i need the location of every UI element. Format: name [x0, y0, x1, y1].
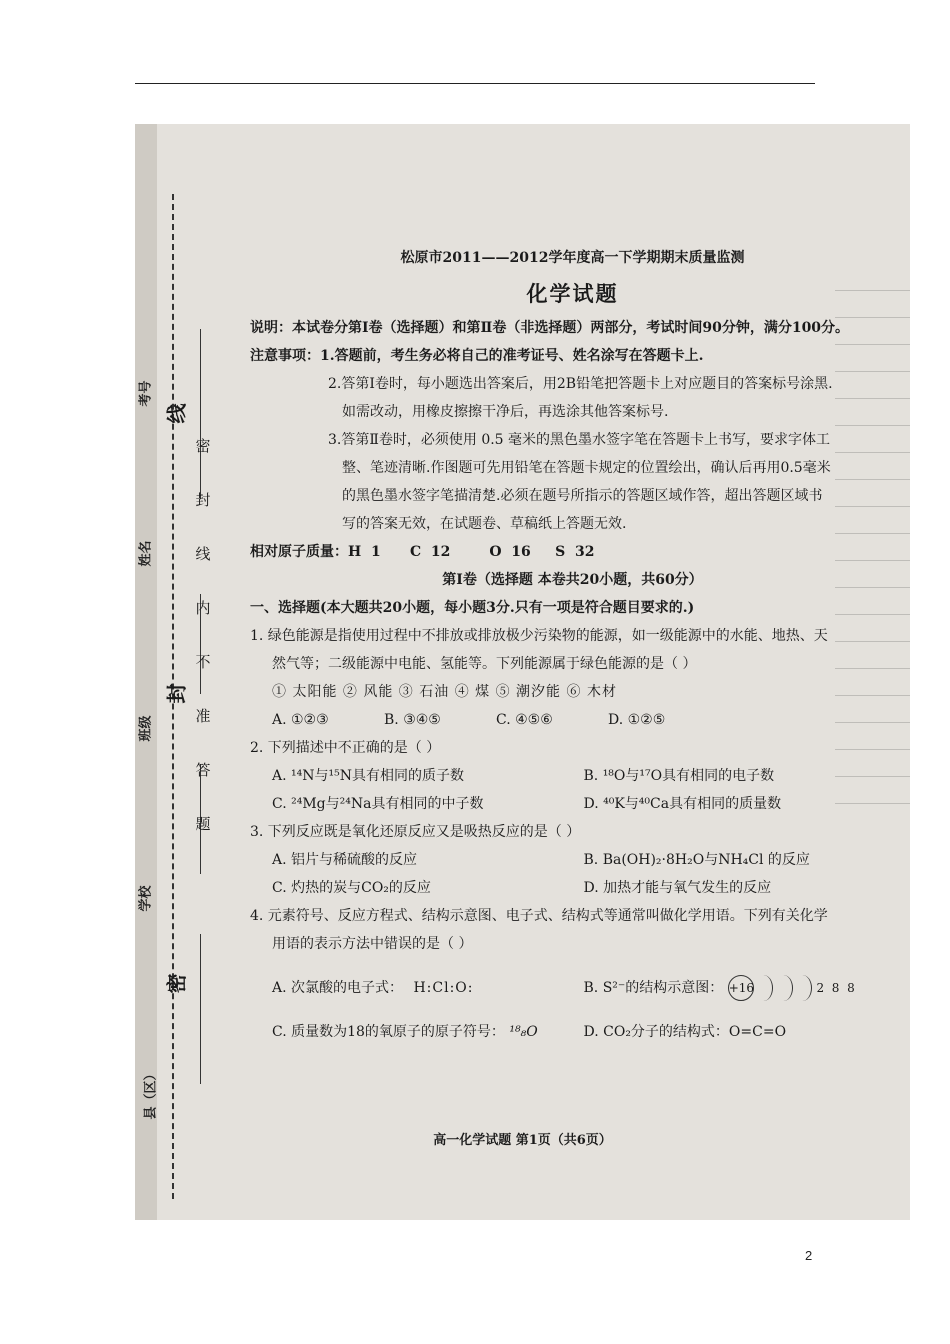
exam-subtitle: 松原市2011——2012学年度高一下学期期末质量监测	[400, 250, 745, 266]
shell-arc-icon	[754, 975, 773, 1001]
instructions-note3b: 整、笔迹清晰.作图题可先用铅笔在答题卡规定的位置绘出，确认后再用0.5毫米	[342, 460, 831, 476]
q4-option-d: D. CO₂分子的结构式：O=C=O	[583, 1024, 787, 1040]
q1-stem-cont: 然气等；二级能源中电能、氢能等。下列能源属于绿色能源的是（ ）	[272, 656, 697, 672]
county-label: 县（区）	[143, 1067, 159, 1120]
q4-options-row2	[250, 1018, 895, 1046]
scan-edge	[135, 124, 157, 1220]
name-label: 姓名	[138, 540, 154, 567]
q3-option-c: C. 灼热的炭与CO₂的反应	[272, 880, 431, 896]
q3-option-d: D. 加热才能与氧气发生的反应	[583, 880, 772, 896]
part1-heading: 第Ⅰ卷（选择题 本卷共20小题，共60分）	[442, 572, 703, 588]
seal-warning-column	[193, 419, 213, 851]
q1-option-b: B. ③④⑤	[384, 712, 441, 728]
seal-secret-char: 密	[164, 973, 189, 994]
section-heading: 一、选择题(本大题共20小题，每小题3分.只有一项是符合题目要求的.)	[250, 600, 695, 616]
shell-arc-icon	[774, 975, 793, 1001]
q4-option-c-text: C. 质量数为18的氧原子的原子符号：	[272, 1024, 505, 1040]
q4-option-b-text: B. S²⁻的结构示意图：	[583, 980, 724, 996]
instructions-note3a: 3.答第Ⅱ卷时，必须使用 0.5 毫米的黑色墨水签字笔在答题卡上书写，要求字体工	[328, 432, 831, 448]
shell-electrons: 2 8 8	[816, 981, 855, 995]
atomic-masses: 相对原子质量：H 1 C 12 O 16 S 32	[250, 544, 595, 560]
seal-warning-char: 封	[195, 491, 211, 509]
q4-stem: 4. 元素符号、反应方程式、结构示意图、电子式、结构式等通常叫做化学用语。下列有关化学	[250, 908, 828, 924]
q1-stem: 1. 绿色能源是指使用过程中不排放或排放极少污染物的能源，如一级能源中的水能、地热、天	[250, 628, 828, 644]
q3-option-a: A. 铝片与稀硫酸的反应	[272, 852, 418, 868]
oxygen-isotope-symbol: ¹⁸₈O	[509, 1024, 538, 1040]
q1-option-a: A. ①②③	[272, 712, 329, 728]
instructions-note2b: 如需改动，用橡皮擦擦干净后，再选涂其他答案标号.	[342, 404, 669, 420]
q2-options-row1	[250, 762, 895, 790]
q4-option-b	[584, 974, 896, 1002]
school-blank	[200, 934, 201, 1084]
q3-options-row2	[250, 874, 895, 902]
q4-option-a	[272, 974, 584, 1002]
school-label: 学校	[138, 885, 154, 912]
q1-option-c: C. ④⑤⑥	[496, 712, 553, 728]
instructions-note2a: 2.答第Ⅰ卷时，每小题选出答案后，用2B铅笔把答题卡上对应题目的答案标号涂黑.	[328, 376, 833, 392]
q3-option-b: B. Ba(OH)₂·8H₂O与NH₄Cl 的反应	[583, 852, 810, 868]
seal-warning-char: 准	[195, 707, 211, 725]
q2-option-d: D. ⁴⁰K与⁴⁰Ca具有相同的质量数	[583, 796, 782, 812]
instructions-note3d: 写的答案无效，在试题卷、草稿纸上答题无效.	[342, 516, 627, 532]
q3-options-row1	[250, 846, 895, 874]
seal-seal-char: 封	[164, 683, 189, 704]
class-label: 班级	[138, 715, 154, 742]
seal-line-char: 线	[164, 403, 189, 424]
q3-stem: 3. 下列反应既是氧化还原反应又是吸热反应的是（ ）	[250, 824, 581, 840]
seal-warning-char: 内	[195, 599, 211, 617]
q4-option-c	[272, 1018, 584, 1046]
q4-options-row1	[250, 974, 895, 1002]
exam-title: 化学试题	[526, 281, 619, 306]
q4-stem-cont: 用语的表示方法中错误的是（ ）	[272, 936, 473, 952]
instructions-note3c: 的黑色墨水签字笔描清楚.必须在题号所指示的答题区域作答，超出答题区域书	[342, 488, 823, 504]
hclo-electron-formula: H:Cl:O:	[413, 980, 474, 996]
scanned-exam-page	[135, 124, 910, 1220]
page-number: 2	[805, 1248, 813, 1263]
q2-option-a: A. ¹⁴N与¹⁵N具有相同的质子数	[272, 768, 464, 784]
seal-warning-char: 不	[195, 653, 211, 671]
exam-no-label: 考号	[138, 380, 154, 407]
page-footer: 高一化学试题 第1页（共6页）	[433, 1133, 612, 1148]
instructions-desc: 说明：本试卷分第Ⅰ卷（选择题）和第Ⅱ卷（非选择题）两部分，考试时间90分钟，满分100分。	[250, 320, 850, 336]
q2-option-c: C. ²⁴Mg与²⁴Na具有相同的中子数	[272, 796, 484, 812]
atom-nucleus-icon: +16	[728, 975, 754, 1001]
q2-options-row2	[250, 790, 895, 818]
shell-arc-icon	[793, 975, 812, 1001]
q2-stem: 2. 下列描述中不正确的是（ ）	[250, 740, 441, 756]
seal-warning-char: 线	[195, 545, 211, 563]
q1-option-d: D. ①②⑤	[608, 712, 666, 728]
q1-items: ① 太阳能 ② 风能 ③ 石油 ④ 煤 ⑤ 潮汐能 ⑥ 木材	[272, 684, 617, 700]
q2-option-b: B. ¹⁸O与¹⁷O具有相同的电子数	[583, 768, 775, 784]
instructions-note1: 注意事项：1.答题前，考生务必将自己的准考证号、姓名涂写在答题卡上.	[250, 348, 704, 364]
seal-warning-char: 题	[195, 815, 211, 833]
q4-option-a-text: A. 次氯酸的电子式：	[272, 980, 404, 996]
q1-options	[250, 706, 895, 734]
exam-content	[250, 244, 895, 1046]
seal-warning-char: 答	[195, 761, 211, 779]
seal-warning-char: 密	[195, 437, 211, 455]
top-rule	[135, 83, 815, 84]
